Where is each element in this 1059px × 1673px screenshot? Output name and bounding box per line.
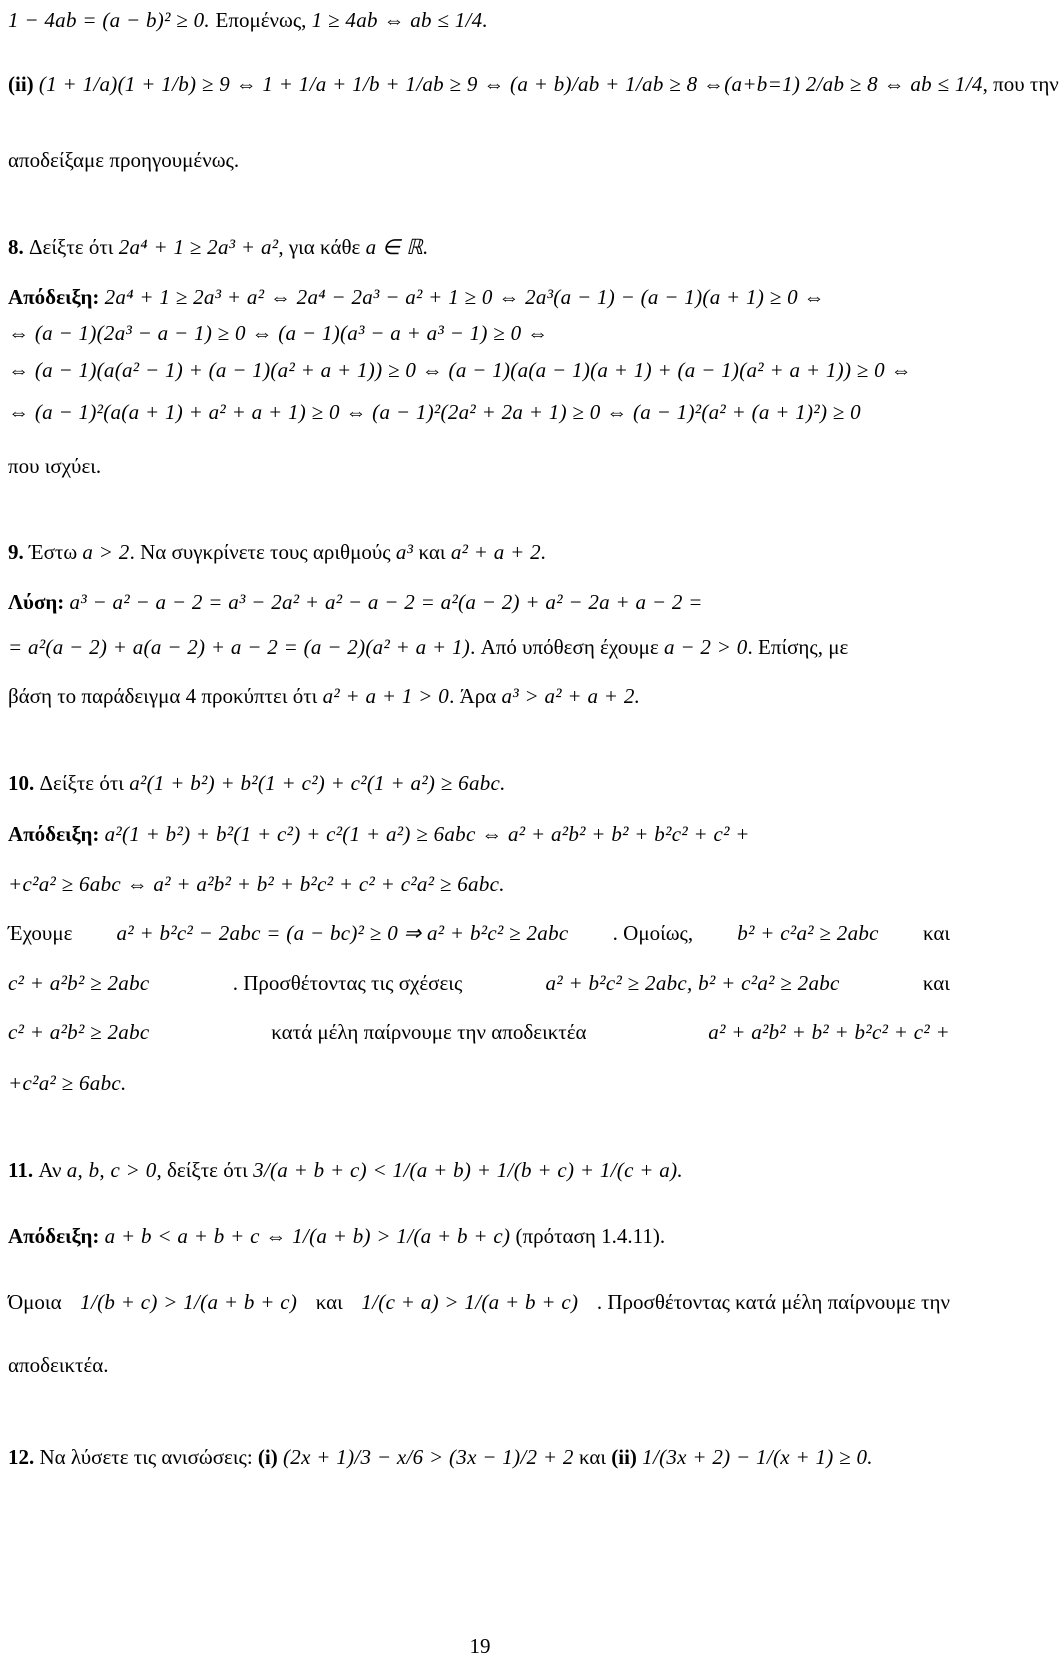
math-expression: = a²(a − 2) + a(a − 2) + a − 2 = (a − 2)(a² + a + 1): [8, 635, 471, 659]
text-fragment: και: [922, 921, 950, 945]
math-expression: a³ > a² + a + 2.: [501, 684, 641, 708]
math-expression: a² + a + 2.: [450, 540, 547, 564]
math-expression: (2x + 1)/3 − x/6 > (3x − 1)/2 + 2: [282, 1445, 574, 1469]
text-line-l10: [8, 540, 950, 565]
text-fragment: Αν: [38, 1158, 67, 1182]
text-fragment: αποδεικτέα.: [8, 1353, 109, 1377]
text-line-l22: [8, 1224, 950, 1249]
math-expression: c² + a²b² ≥ 2abc: [8, 971, 150, 995]
math-expression: 1/(b + c) > 1/(a + b + c): [80, 1290, 298, 1314]
text-fragment: και: [413, 540, 451, 564]
text-line-l14: [8, 771, 950, 796]
text-line-l11: [8, 590, 950, 615]
math-expression: a²(1 + b²) + b²(1 + c²) + c²(1 + a²) ≥ 6abc ⇔ a² + a²b² + b² + b²c² + c² +: [104, 822, 750, 846]
text-fragment: . Άρα: [449, 684, 502, 708]
math-expression: (1 + 1/a)(1 + 1/b) ≥ 9 ⇔ 1 + 1/a + 1/b + 1/ab ≥ 9 ⇔ (a + b)/ab + 1/ab ≥ 8 ⇔(a+b=1) 2/ab ≥ 8 ⇔ ab ≤ 1/4: [38, 72, 983, 96]
text-fragment: Έχουμε: [8, 921, 73, 945]
text-fragment: αποδείξαμε προηγουμένως.: [8, 148, 240, 172]
text-line-l01: [8, 8, 950, 33]
math-expression: a² + a + 1 > 0: [322, 684, 450, 708]
math-expression: a > 2: [82, 540, 130, 564]
math-expression: ⇔ (a − 1)(a(a² − 1) + (a − 1)(a² + a + 1)) ≥ 0 ⇔ (a − 1)(a(a − 1)(a + 1) + (a − 1)(a² + a + 1)) ≥ 0 ⇔: [8, 358, 912, 382]
text-fragment: . Επίσης, με: [747, 635, 849, 659]
math-expression: a³ − a² − a − 2 = a³ − 2a² + a² − a − 2 = a²(a − 2) + a² − 2a + a − 2 =: [69, 590, 703, 614]
text-fragment: που ισχύει.: [8, 454, 102, 478]
math-expression: 1/(3x + 2) − 1/(x + 1) ≥ 0.: [642, 1445, 873, 1469]
text-fragment: , δείξτε ότι: [156, 1158, 254, 1182]
text-line-l05: [8, 285, 950, 310]
text-fragment: και: [315, 1290, 343, 1314]
text-fragment: Όμοια: [8, 1290, 62, 1314]
math-expression: 1 ≥ 4ab ⇔ ab ≤ 1/4.: [311, 8, 489, 32]
text-line-l23: [8, 1290, 950, 1315]
math-expression: a² + a²b² + b² + b²c² + c² +: [708, 1020, 950, 1044]
text-fragment: Έστω: [29, 540, 83, 564]
text-line-l15: [8, 822, 950, 847]
text-fragment: . Προσθέτοντας τις σχέσεις: [232, 971, 463, 995]
math-expression: a − 2 > 0: [663, 635, 748, 659]
math-expression: b² + c²a² ≥ 2abc: [737, 921, 879, 945]
math-expression: +c²a² ≥ 6abc ⇔ a² + a²b² + b² + b²c² + c² + c²a² ≥ 6abc.: [8, 872, 505, 896]
text-fragment: . Από υπόθεση έχουμε: [470, 635, 664, 659]
bold-label: 10.: [8, 771, 40, 795]
math-expression: a² + b²c² − 2abc = (a − bc)² ≥ 0 ⇒ a² + b²c² ≥ 2abc: [116, 921, 569, 945]
bold-label: Λύση:: [8, 590, 70, 614]
text-line-l02: [8, 72, 1059, 97]
text-fragment: , για κάθε: [278, 235, 366, 259]
bold-label: (ii): [8, 72, 39, 96]
text-fragment: , που την: [982, 72, 1059, 96]
text-fragment: και: [573, 1445, 612, 1469]
text-line-l08: [8, 400, 950, 425]
math-expression: a²(1 + b²) + b²(1 + c²) + c²(1 + a²) ≥ 6abc.: [129, 771, 506, 795]
text-fragment: Να λύσετε τις ανισώσεις:: [39, 1445, 258, 1469]
math-expression: 3/(a + b + c) < 1/(a + b) + 1/(b + c) + 1/(c + a).: [253, 1158, 683, 1182]
text-line-l06: [8, 321, 950, 346]
page-number: 19: [469, 1634, 491, 1658]
text-line-l07: [8, 358, 950, 383]
math-expression: a³: [395, 540, 414, 564]
text-fragment: και: [922, 971, 950, 995]
text-fragment: Δείξτε ότι: [29, 235, 119, 259]
math-expression: a ∈ ℝ.: [365, 235, 429, 259]
bold-label: 9.: [8, 540, 29, 564]
text-line-l04: [8, 235, 950, 260]
text-line-l12: [8, 635, 950, 660]
text-line-l20: [8, 1071, 950, 1096]
math-expression: 1/(c + a) > 1/(a + b + c): [361, 1290, 579, 1314]
bold-label: (ii): [611, 1445, 643, 1469]
text-line-l09: [8, 454, 950, 479]
text-fragment: βάση το παράδειγμα 4 προκύπτει ότι: [8, 684, 323, 708]
math-expression: ⇔ (a − 1)(2a³ − a − 1) ≥ 0 ⇔ (a − 1)(a³ − a + a³ − 1) ≥ 0 ⇔: [8, 321, 549, 345]
math-expression: 2a⁴ + 1 ≥ 2a³ + a² ⇔ 2a⁴ − 2a³ − a² + 1 ≥ 0 ⇔ 2a³(a − 1) − (a − 1)(a + 1) ≥ 0 ⇔: [104, 285, 825, 309]
text-fragment: κατά μέλη παίρνουμε την αποδεικτέα: [271, 1020, 587, 1044]
text-line-l16: [8, 872, 950, 897]
text-fragment: . Ομοίως,: [612, 921, 694, 945]
math-expression: c² + a²b² ≥ 2abc: [8, 1020, 150, 1044]
text-line-l25: [8, 1445, 950, 1470]
text-line-l21: [8, 1158, 950, 1183]
bold-label: 11.: [8, 1158, 39, 1182]
math-expression: ⇔ (a − 1)²(a(a + 1) + a² + a + 1) ≥ 0 ⇔ (a − 1)²(2a² + 2a + 1) ≥ 0 ⇔ (a − 1)²(a² + (a + 1)²) ≥ 0: [8, 400, 861, 424]
text-line-l24: [8, 1353, 950, 1378]
text-line-l17: [8, 921, 950, 946]
text-fragment: . Προσθέτοντας κατά μέλη παίρνουμε την: [596, 1290, 950, 1314]
text-line-l13: [8, 684, 950, 709]
math-expression: 2a⁴ + 1 ≥ 2a³ + a²: [118, 235, 279, 259]
text-fragment: Επομένως,: [215, 8, 312, 32]
text-fragment: (πρόταση 1.4.11).: [510, 1224, 666, 1248]
math-expression: 1 − 4ab = (a − b)² ≥ 0.: [8, 8, 216, 32]
bold-label: Απόδειξη:: [8, 1224, 105, 1248]
bold-label: Απόδειξη:: [8, 822, 105, 846]
math-expression: a + b < a + b + c ⇔ 1/(a + b) > 1/(a + b + c): [104, 1224, 511, 1248]
math-expression: a, b, c > 0: [66, 1158, 157, 1182]
bold-label: 12.: [8, 1445, 40, 1469]
text-fragment: . Να συγκρίνετε τους αριθμούς: [129, 540, 396, 564]
math-expression: +c²a² ≥ 6abc.: [8, 1071, 127, 1095]
text-line-l03: [8, 148, 950, 173]
text-line-l18: [8, 971, 950, 996]
bold-label: Απόδειξη:: [8, 285, 105, 309]
bold-label: (i): [257, 1445, 283, 1469]
bold-label: 8.: [8, 235, 29, 259]
text-fragment: Δείξτε ότι: [39, 771, 130, 795]
math-expression: a² + b²c² ≥ 2abc, b² + c²a² ≥ 2abc: [545, 971, 840, 995]
text-line-l19: [8, 1020, 950, 1045]
